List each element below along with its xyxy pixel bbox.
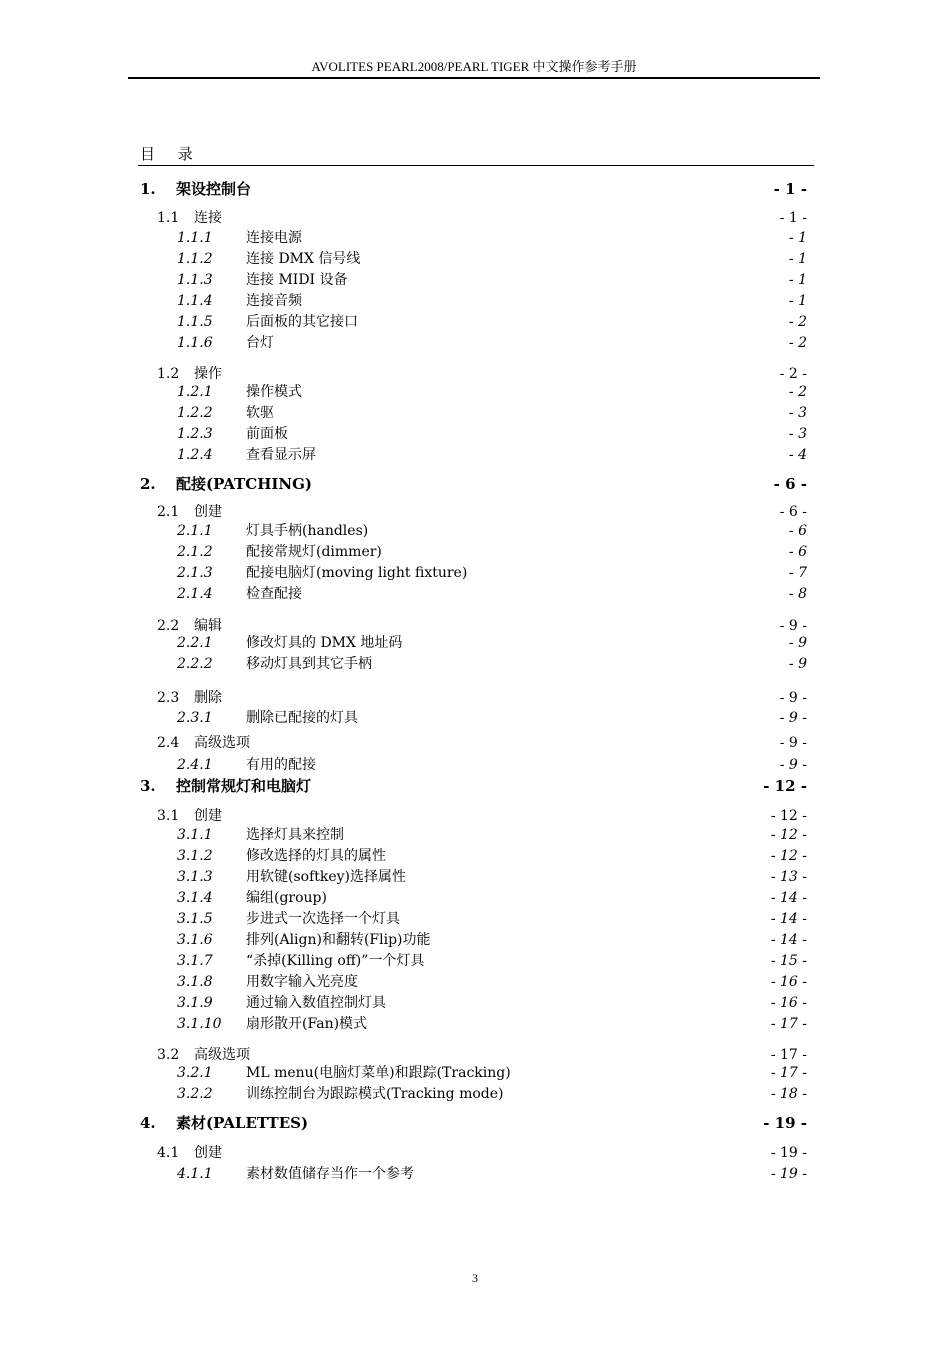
toc-entry-title: 修改灯具的 DMX 地址码	[246, 635, 403, 651]
toc-section-entry	[0, 733, 950, 753]
toc-entry-number: 2.3.1	[177, 710, 213, 726]
toc-entry-number: 3.1.5	[177, 911, 213, 927]
toc-entry-page: - 18 -	[770, 1086, 807, 1102]
toc-subsection-entry	[0, 270, 950, 290]
toc-entry-number: 3.2	[157, 1047, 180, 1063]
toc-title: 目 录	[140, 145, 202, 163]
toc-entry-page: - 1	[788, 230, 807, 246]
toc-entry-number: 1.1.5	[177, 314, 213, 330]
toc-entry-title: 高级选项	[194, 735, 250, 751]
toc-entry-title: 用数字输入光亮度	[246, 974, 358, 990]
toc-entry-page: - 9 -	[779, 690, 807, 706]
toc-entry-page: - 6	[788, 523, 807, 539]
toc-section-entry	[0, 502, 950, 522]
toc-entry-number: 4.1.1	[177, 1166, 213, 1182]
toc-entry-page: - 12 -	[770, 848, 807, 864]
toc-subsection-entry	[0, 867, 950, 887]
toc-subsection-entry	[0, 382, 950, 402]
toc-entry-number: 1.1.3	[177, 272, 213, 288]
toc-entry-page: - 19 -	[763, 1114, 807, 1132]
toc-entry-page: - 6 -	[779, 504, 807, 520]
toc-entry-title: 编组(group)	[246, 890, 327, 906]
toc-entry-title: 步进式一次选择一个灯具	[246, 911, 400, 927]
toc-entry-number: 1.2.2	[177, 405, 213, 421]
toc-entry-number: 1.2	[157, 366, 180, 382]
toc-entry-page: - 16 -	[770, 974, 807, 990]
toc-entry-number: 3.1.7	[177, 953, 213, 969]
toc-entry-number: 4.	[140, 1114, 156, 1132]
toc-entry-number: 3.1.3	[177, 869, 213, 885]
toc-entry-page: - 17 -	[770, 1065, 807, 1081]
toc-entry-title: 训练控制台为跟踪模式(Tracking mode)	[246, 1086, 504, 1102]
toc-entry-title: 素材数值储存当作一个参考	[246, 1166, 414, 1182]
toc-entry-title: 连接	[194, 210, 222, 226]
toc-entry-title: 删除已配接的灯具	[246, 710, 358, 726]
toc-entry-title: 创建	[194, 1145, 222, 1161]
toc-entry-page: - 16 -	[770, 995, 807, 1011]
toc-subsection-entry	[0, 633, 950, 653]
toc-entry-page: - 12 -	[770, 808, 807, 824]
toc-subsection-entry	[0, 228, 950, 248]
toc-entry-number: 2.1.4	[177, 586, 213, 602]
toc-entry-number: 3.2.1	[177, 1065, 213, 1081]
toc-entry-number: 2.1	[157, 504, 180, 520]
toc-section-entry	[0, 1045, 950, 1065]
toc-subsection-entry	[0, 1084, 950, 1104]
toc-entry-title: 配接(PATCHING)	[176, 475, 313, 493]
toc-entry-page: - 1 -	[773, 180, 807, 198]
toc-entry-page: - 3	[788, 405, 807, 421]
toc-entry-title: 扇形散开(Fan)模式	[246, 1016, 368, 1032]
toc-entry-page: - 6 -	[773, 475, 807, 493]
toc-entry-number: 3.1.10	[177, 1016, 222, 1032]
toc-entry-title: 修改选择的灯具的属性	[246, 848, 386, 864]
toc-entry-page: - 14 -	[770, 932, 807, 948]
toc-entry-page: - 4	[788, 447, 807, 463]
toc-entry-number: 3.1.9	[177, 995, 213, 1011]
toc-entry-page: - 9 -	[779, 757, 807, 773]
toc-entry-page: - 1	[788, 293, 807, 309]
toc-entry-title: 连接 DMX 信号线	[246, 251, 361, 267]
toc-entry-number: 4.1	[157, 1145, 180, 1161]
toc-entry-number: 1.2.1	[177, 384, 213, 400]
toc-subsection-entry	[0, 249, 950, 269]
toc-entry-title: 移动灯具到其它手柄	[246, 656, 372, 672]
toc-subsection-entry	[0, 930, 950, 950]
toc-chapter-entry	[0, 474, 950, 494]
toc-subsection-entry	[0, 424, 950, 444]
toc-entry-page: - 1 -	[779, 210, 807, 226]
toc-entry-page: - 12 -	[770, 827, 807, 843]
toc-entry-page: - 15 -	[770, 953, 807, 969]
toc-entry-title: 控制常规灯和电脑灯	[176, 777, 312, 795]
toc-subsection-entry	[0, 846, 950, 866]
toc-entry-page: - 17 -	[770, 1016, 807, 1032]
toc-chapter-entry	[0, 179, 950, 199]
toc-subsection-entry	[0, 563, 950, 583]
toc-entry-title: 连接 MIDI 设备	[246, 272, 348, 288]
toc-entry-number: 3.1.2	[177, 848, 213, 864]
toc-entry-title: 高级选项	[194, 1047, 250, 1063]
toc-entry-number: 3.1	[157, 808, 180, 824]
toc-entry-number: 2.1.1	[177, 523, 213, 539]
toc-section-entry	[0, 806, 950, 826]
toc-entry-number: 2.2.1	[177, 635, 213, 651]
toc-entry-page: - 17 -	[770, 1047, 807, 1063]
toc-entry-title: 连接音频	[246, 293, 302, 309]
toc-subsection-entry	[0, 1164, 950, 1184]
toc-entry-page: - 9 -	[779, 735, 807, 751]
toc-entry-number: 3.	[140, 777, 156, 795]
toc-title-rule	[138, 165, 814, 166]
toc-entry-page: - 1	[788, 251, 807, 267]
toc-subsection-entry	[0, 951, 950, 971]
toc-entry-page: - 2	[788, 314, 807, 330]
toc-entry-number: 1.2.4	[177, 447, 213, 463]
toc-subsection-entry	[0, 521, 950, 541]
toc-entry-title: 有用的配接	[246, 757, 316, 773]
toc-chapter-entry	[0, 776, 950, 796]
toc-section-entry	[0, 208, 950, 228]
toc-subsection-entry	[0, 825, 950, 845]
toc-entry-page: - 19 -	[770, 1166, 807, 1182]
toc-entry-page: - 2	[788, 384, 807, 400]
toc-entry-page: - 9 -	[779, 710, 807, 726]
toc-entry-page: - 7	[788, 565, 807, 581]
toc-entry-title: 素材(PALETTES)	[176, 1114, 309, 1132]
toc-subsection-entry	[0, 291, 950, 311]
toc-entry-page: - 1	[788, 272, 807, 288]
toc-subsection-entry	[0, 888, 950, 908]
toc-subsection-entry	[0, 1063, 950, 1083]
toc-subsection-entry	[0, 403, 950, 423]
toc-subsection-entry	[0, 333, 950, 353]
toc-entry-page: - 2 -	[779, 366, 807, 382]
toc-entry-title: 后面板的其它接口	[246, 314, 358, 330]
toc-entry-title: 创建	[194, 504, 222, 520]
toc-entry-number: 2.	[140, 475, 156, 493]
toc-entry-number: 2.4	[157, 735, 180, 751]
toc-entry-number: 3.1.1	[177, 827, 213, 843]
toc-entry-title: 配接电脑灯(moving light fixture)	[246, 565, 468, 581]
toc-entry-number: 3.1.8	[177, 974, 213, 990]
toc-subsection-entry	[0, 755, 950, 775]
toc-entry-page: - 9	[788, 635, 807, 651]
toc-entry-title: 用软键(softkey)选择属性	[246, 869, 407, 885]
toc-entry-page: - 9 -	[779, 618, 807, 634]
toc-entry-title: 连接电源	[246, 230, 302, 246]
toc-subsection-entry	[0, 708, 950, 728]
toc-subsection-entry	[0, 972, 950, 992]
toc-entry-page: - 12 -	[763, 777, 807, 795]
toc-entry-title: 排列(Align)和翻转(Flip)功能	[246, 932, 431, 948]
toc-entry-page: - 9	[788, 656, 807, 672]
toc-entry-title: 操作模式	[246, 384, 302, 400]
toc-entry-page: - 14 -	[770, 911, 807, 927]
toc-entry-title: 架设控制台	[176, 180, 252, 198]
toc-subsection-entry	[0, 312, 950, 332]
toc-section-entry	[0, 1143, 950, 1163]
toc-entry-title: “杀掉(Killing off)”一个灯具	[246, 953, 425, 969]
toc-entry-number: 3.1.6	[177, 932, 213, 948]
toc-entry-title: 灯具手柄(handles)	[246, 523, 369, 539]
toc-entry-page: - 19 -	[770, 1145, 807, 1161]
toc-subsection-entry	[0, 584, 950, 604]
toc-entry-number: 3.2.2	[177, 1086, 213, 1102]
toc-entry-number: 2.2.2	[177, 656, 213, 672]
page-number: 3	[472, 1271, 478, 1285]
toc-entry-title: 检查配接	[246, 586, 302, 602]
toc-entry-page: - 14 -	[770, 890, 807, 906]
toc-entry-page: - 2	[788, 335, 807, 351]
page-header: AVOLITES PEARL2008/PEARL TIGER 中文操作参考手册	[311, 59, 637, 74]
toc-entry-title: 通过输入数值控制灯具	[246, 995, 386, 1011]
toc-entry-number: 1.	[140, 180, 156, 198]
toc-subsection-entry	[0, 654, 950, 674]
toc-section-entry	[0, 688, 950, 708]
toc-section-entry	[0, 364, 950, 384]
toc-entry-number: 1.1.1	[177, 230, 213, 246]
toc-entry-number: 1.1.2	[177, 251, 213, 267]
toc-entry-number: 1.1.4	[177, 293, 213, 309]
toc-entry-title: 操作	[194, 366, 222, 382]
toc-entry-number: 1.1.6	[177, 335, 213, 351]
toc-entry-title: 编辑	[194, 618, 222, 634]
toc-subsection-entry	[0, 542, 950, 562]
toc-entry-page: - 13 -	[770, 869, 807, 885]
toc-entry-number: 2.4.1	[177, 757, 213, 773]
toc-entry-title: 创建	[194, 808, 222, 824]
toc-entry-title: 选择灯具来控制	[246, 827, 344, 843]
toc-entry-title: 软驱	[246, 405, 274, 421]
toc-entry-number: 2.3	[157, 690, 180, 706]
toc-entry-title: 配接常规灯(dimmer)	[246, 544, 382, 560]
toc-entry-page: - 3	[788, 426, 807, 442]
toc-entry-title: 台灯	[246, 335, 274, 351]
toc-subsection-entry	[0, 909, 950, 929]
toc-entry-title: 前面板	[246, 426, 288, 442]
toc-entry-number: 1.1	[157, 210, 180, 226]
toc-entry-page: - 6	[788, 544, 807, 560]
toc-entry-number: 1.2.3	[177, 426, 213, 442]
toc-entry-number: 3.1.4	[177, 890, 213, 906]
toc-entry-title: 查看显示屏	[246, 447, 316, 463]
toc-chapter-entry	[0, 1113, 950, 1133]
toc-entry-number: 2.1.2	[177, 544, 213, 560]
toc-entry-number: 2.1.3	[177, 565, 213, 581]
toc-entry-title: ML menu(电脑灯菜单)和跟踪(Tracking)	[246, 1065, 511, 1081]
toc-subsection-entry	[0, 993, 950, 1013]
toc-subsection-entry	[0, 1014, 950, 1034]
toc-entry-page: - 8	[788, 586, 807, 602]
toc-entry-number: 2.2	[157, 618, 180, 634]
header-rule	[128, 77, 820, 79]
toc-subsection-entry	[0, 445, 950, 465]
toc-entry-title: 删除	[194, 690, 222, 706]
